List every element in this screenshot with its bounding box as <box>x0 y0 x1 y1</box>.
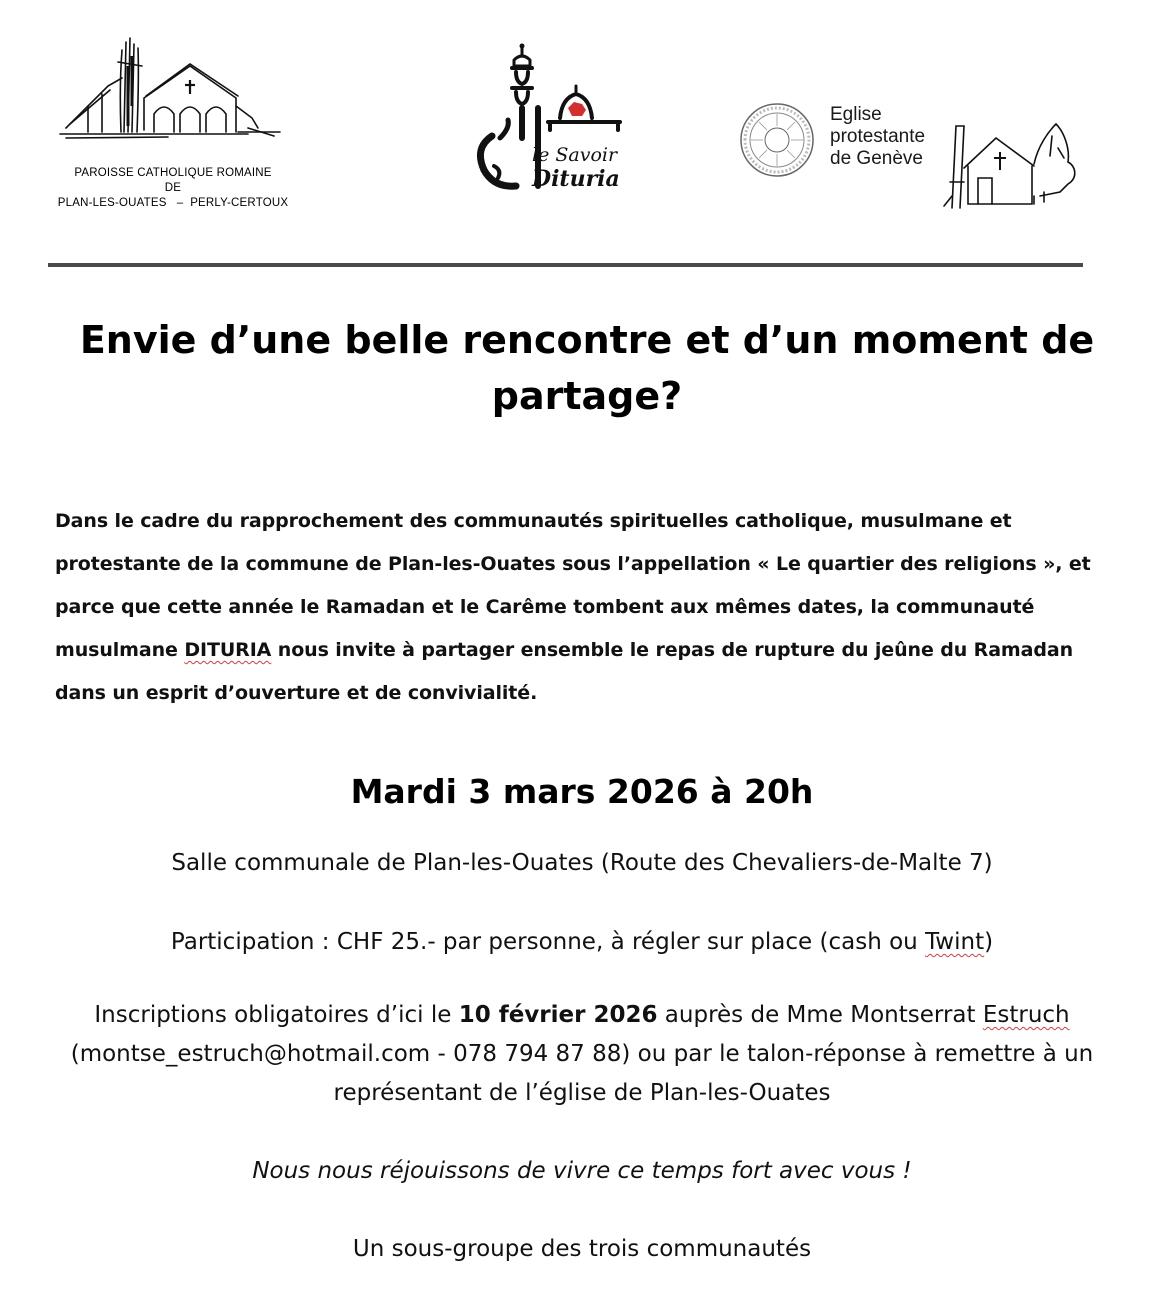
dituria-tagline: le Savoir <box>532 144 618 166</box>
intro-text-end: nous invite à partager ensemble le repas de rupture du jeûne du Ramadan dans un esprit d’ouverture et de convivialité. <box>55 639 1074 704</box>
parish-name-line-1: PAROISSE CATHOLIQUE ROMAINE <box>74 167 272 179</box>
registration-text-start: Inscriptions obligatoires d’ici le <box>94 1002 459 1028</box>
contact-surname: Estruch <box>982 1002 1070 1028</box>
church-sketch-icon <box>48 36 298 146</box>
parish-name-line-3: PLAN-LES-OUATES – PERLY-CERTOUX <box>57 197 289 209</box>
fee-text-start: Participation : CHF 25.- par personne, à régler sur place (cash ou <box>170 929 926 955</box>
map-shape-icon <box>568 102 586 116</box>
protestant-name-line-3: de Genève <box>830 148 923 169</box>
protestant-name-line-1: Eglise <box>830 104 882 125</box>
dituria-name: Dituria <box>532 166 620 192</box>
dituria-highlight: DITURIA <box>184 639 272 661</box>
signature: Un sous-groupe des trois communautés <box>352 1236 812 1262</box>
participation-fee <box>30 923 1134 962</box>
protestant-church-logo <box>738 96 1083 212</box>
intro-paragraph <box>55 500 1095 715</box>
dituria-logo <box>464 38 634 200</box>
twint-highlight: Twint <box>925 929 985 955</box>
closing-message: Nous nous réjouissons de vivre ce temps fort avec vous ! <box>252 1158 912 1184</box>
event-date: Mardi 3 mars 2026 à 20h <box>350 772 814 811</box>
protestant-church-name <box>830 104 925 170</box>
registration-deadline: 10 février 2026 <box>458 1002 658 1028</box>
header-divider <box>48 263 1083 267</box>
parish-name-line-2: DE <box>164 182 182 194</box>
protestant-name-line-2: protestante <box>830 126 926 147</box>
fee-text-end: ) <box>984 929 994 955</box>
registration-info <box>30 996 1134 1113</box>
registration-text-middle: auprès de Mme Montserrat <box>657 1002 983 1028</box>
intro-text-start: Dans le cadre du rapprochement des communautés spirituelles catholique, musulmane et protestante de la commune de Plan-les-Ouates sous l’appellation « Le quartier des religions », et parce que cette année le Ramadan et le Carême tombent aux mêmes dates, la communauté musulmane <box>55 510 1091 661</box>
seal-icon <box>741 104 813 176</box>
page-title: Envie d’une belle rencontre et d’un moment de partage? <box>79 318 1095 418</box>
logo-header <box>0 0 1174 230</box>
registration-text-end: (montse_estruch@hotmail.com - 078 794 87 88) ou par le talon-réponse à remettre à un représentant de l’église de Plan-les-Ouates <box>70 1041 1094 1106</box>
catholic-parish-logo <box>48 36 298 216</box>
event-venue: Salle communale de Plan-les-Ouates (Route des Chevaliers-de-Malte 7) <box>171 850 993 876</box>
